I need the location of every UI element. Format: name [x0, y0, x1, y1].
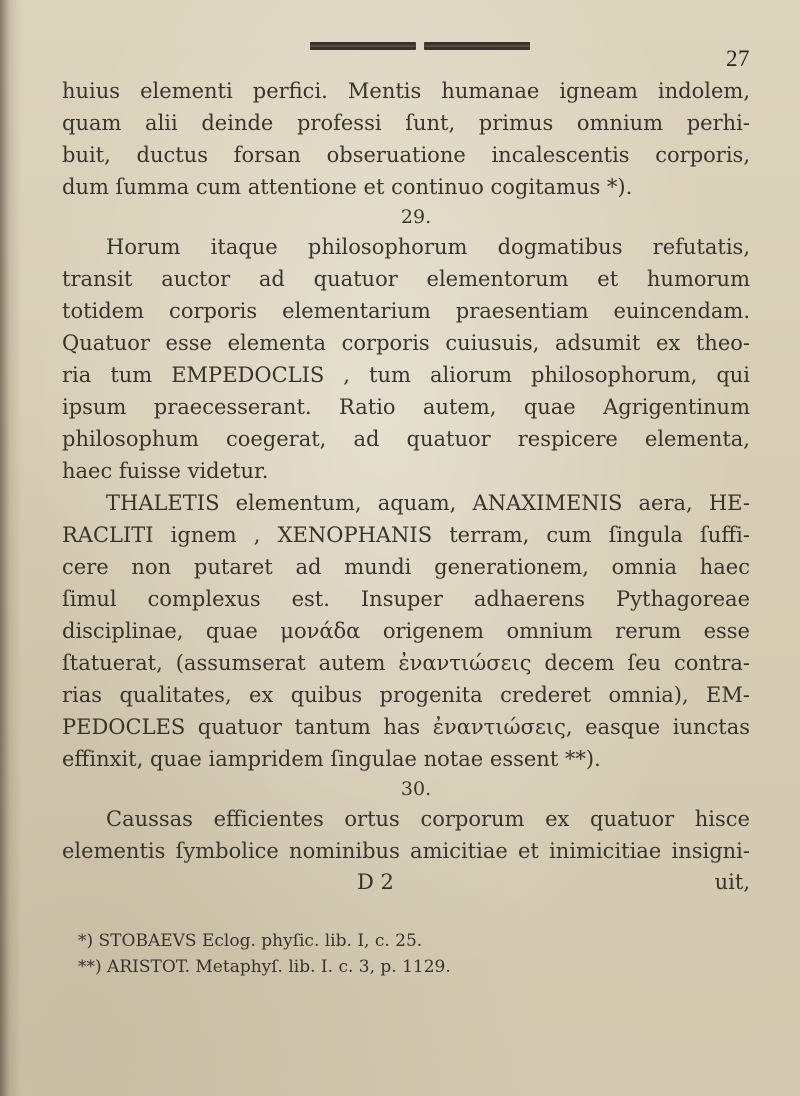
footnotes — [78, 928, 718, 980]
main-text — [62, 75, 750, 897]
text-line: huius elementi perfici. Mentis humanae igneam indolem, — [62, 79, 750, 103]
text-line: PEDOCLES quatuor tantum has ἐναντιώσεις, easque iunctas — [62, 715, 750, 739]
text-line: Caussas efficientes ortus corporum ex quatuor hisce — [106, 807, 750, 831]
text-line: Quatuor esse elementa corporis cuiusuis, adsumit ex theo- — [62, 331, 750, 355]
text-line: ria tum EMPEDOCLIS , tum aliorum philosophorum, qui — [62, 363, 750, 387]
section-number-30: 30. — [400, 778, 432, 800]
catchword: uit, — [714, 870, 750, 894]
section-30-body — [62, 803, 750, 867]
text-line: quam alii deinde professi ſunt, primus omnium perhi- — [62, 111, 750, 135]
text-line: totidem corporis elementarium praesentiam euincendam. — [62, 299, 750, 323]
text-line: cere non putaret ad mundi generationem, omnia haec — [62, 555, 750, 579]
text-line: effinxit, quae iampridem ſingulae notae essent **). — [62, 747, 601, 771]
text-line: disciplinae, quae μονάδα origenem omnium rerum esse — [62, 619, 750, 643]
text-line: transit auctor ad quatuor elementorum et humorum — [62, 267, 750, 291]
text-line: ipsum praecesserant. Ratio autem, quae Agrigentinum — [62, 395, 750, 419]
text-line: buit, ductus forsan obseruatione incalescentis corporis, — [62, 143, 750, 167]
text-line: rias qualitates, ex quibus progenita crederet omnia), EM- — [62, 683, 750, 707]
section-29-body — [62, 231, 750, 775]
section-number-29: 29. — [400, 206, 432, 228]
text-line: elementis ſymbolice nominibus amicitiae et inimicitiae insigni- — [62, 839, 750, 863]
text-line: haec fuisse videtur. — [62, 459, 269, 483]
text-line: RACLITI ignem , XENOPHANIS terram, cum ſingula ſuffi- — [62, 523, 750, 547]
signature-line — [62, 867, 750, 897]
text-line: THALETIS elementum, aquam, ANAXIMENIS aera, HE- — [106, 491, 750, 515]
spine-shadow — [0, 0, 22, 1096]
text-line: dum ſumma cum attentione et continuo cogitamus *). — [62, 175, 633, 199]
text-line: philosophum coegerat, ad quatuor respicere elementa, — [62, 427, 750, 451]
text-line: Horum itaque philosophorum dogmatibus refutatis, — [106, 235, 750, 259]
paragraph-continued — [62, 75, 750, 203]
ornament-bar-left — [310, 42, 416, 50]
page-number: 27 — [726, 46, 750, 71]
signature-mark: D 2 — [357, 870, 394, 894]
ornament-bar-right — [424, 42, 530, 50]
footnote-1: *) STOBAEVS Eclog. phyſic. lib. I, c. 25. — [78, 931, 423, 951]
text-line: ſimul complexus est. Insuper adhaerens Pythagoreae — [62, 587, 750, 611]
header-ornament-rule — [310, 42, 530, 50]
text-line: ſtatuerat, (assumserat autem ἐναντιώσεις decem ſeu contra- — [62, 651, 750, 675]
footnote-2: **) ARISTOT. Metaphyſ. lib. I. c. 3, p. 1129. — [78, 957, 451, 977]
